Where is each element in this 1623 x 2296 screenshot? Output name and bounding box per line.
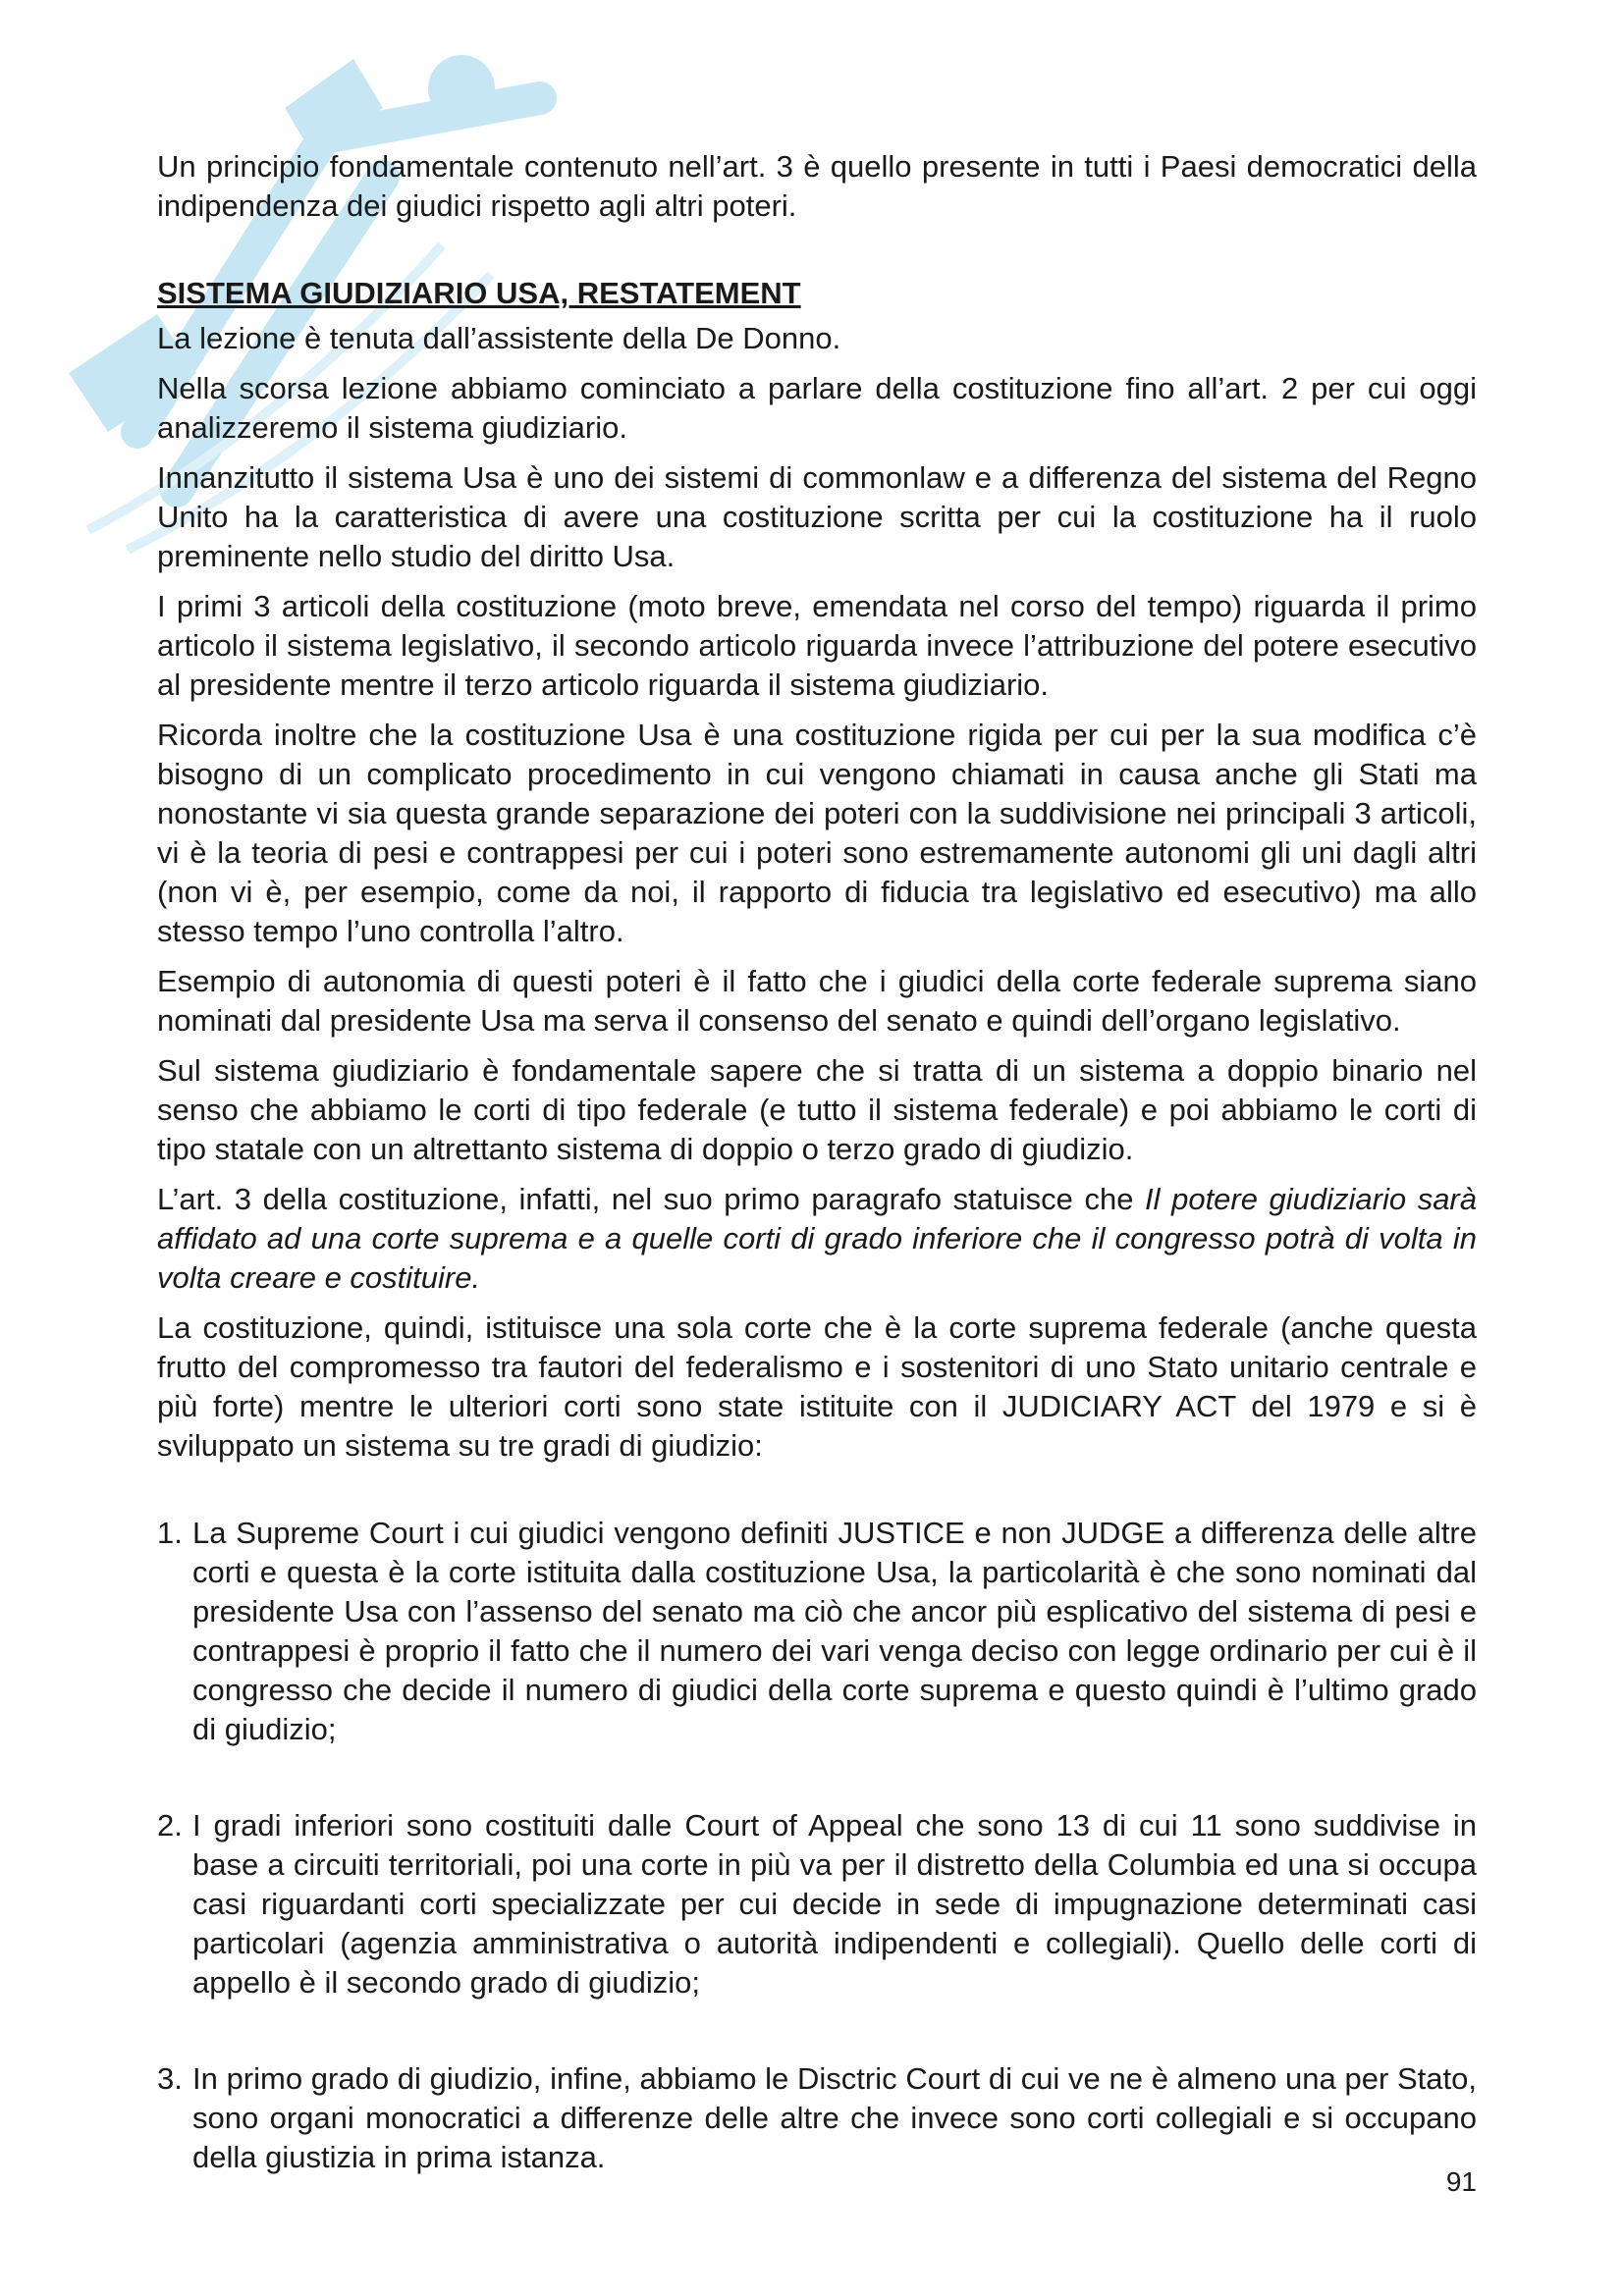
section-heading: SISTEMA GIUDIZIARIO USA, RESTATEMENT bbox=[157, 276, 801, 310]
body-paragraph: Nella scorsa lezione abbiamo cominciato a parlare della costituzione fino all’art. 2 per cui oggi analizzeremo il sistema giudiziario. bbox=[157, 371, 1477, 445]
page-number: 91 bbox=[1445, 2166, 1477, 2197]
list-item bbox=[157, 2059, 1477, 2177]
body-paragraph: La lezione è tenuta dall’assistente della De Donno. bbox=[157, 321, 841, 355]
body-paragraph: Sul sistema giudiziario è fondamentale sapere che si tratta di un sistema a doppio binario nel senso che abbiamo le corti di tipo federale (e tutto il sistema federale) e poi abbiamo le corti di tipo statale con un altrettanto sistema di doppio o terzo grado di giudizio. bbox=[157, 1053, 1477, 1166]
closing-paragraph: La costituzione, quindi, istituisce una sola corte che è la corte suprema federale (anche questa frutto del compromesso tra fautori del federalismo e i sostenitori di uno Stato unitario centrale e più forte) mentre le ulteriori corti sono state istituite con il JUDICIARY ACT del 1979 e si è sviluppato un sistema su tre gradi di giudizio: bbox=[157, 1310, 1477, 1463]
body-paragraph: I primi 3 articoli della costituzione (moto breve, emendata nel corso del tempo) riguarda il primo articolo il sistema legislativo, il secondo articolo riguarda invece l’attribuzione del potere esecutivo al presidente mentre il terzo articolo riguarda il sistema giudiziario. bbox=[157, 589, 1477, 702]
list-number: 2. bbox=[157, 1808, 183, 1842]
list-item bbox=[157, 1806, 1477, 2002]
body-paragraph: Ricorda inoltre che la costituzione Usa è una costituzione rigida per cui per la sua modifica c’è bisogno di un complicato procedimento in cui vengono chiamati in causa anche gli Stati ma nonostante vi sia questa grande separazione dei poteri con la suddivisione nei principali 3 articoli, vi è la teoria di pesi e contrappesi per cui i poteri sono estremamente autonomi gli uni dagli altri (non vi è, per esempio, come da noi, il rapporto di fiducia tra legislativo ed esecutivo) ma allo stesso tempo l’uno controlla l’altro. bbox=[157, 718, 1477, 948]
list-number: 3. bbox=[157, 2061, 183, 2096]
list-text: I gradi inferiori sono costituiti dalle Court of Appeal che sono 13 di cui 11 sono suddivise in base a circuiti territoriali, poi una corte in più va per il distretto della Columbia ed una si occupa casi riguardanti corti specializzate per cui decide in sede di impugnazione determinati casi particolari (agenzia amministrativa o autorità indipendenti e collegiali). Quello delle corti di appello è il secondo grado di giudizio; bbox=[192, 1808, 1477, 2000]
art3-quote: Il potere giudiziario sarà affidato ad una corte suprema e a quelle corti di grado inferiore che il congresso potrà di volta in volta creare e costituire. bbox=[157, 1182, 1477, 1295]
list-text: In primo grado di giudizio, infine, abbiamo le Disctric Court di cui ve ne è almeno una per Stato, sono organi monocratici a differenze delle altre che invece sono corti collegiali e si occupano della giustizia in prima istanza. bbox=[192, 2061, 1477, 2174]
list-item bbox=[157, 1514, 1477, 1749]
list-text: La Supreme Court i cui giudici vengono definiti JUSTICE e non JUDGE a differenza delle altre corti e questa è la corte istituita dalla costituzione Usa, la particolarità è che sono nominati dal presidente Usa con l’assenso del senato ma ciò che ancor più esplicativo del sistema di pesi e contrappesi è proprio il fatto che il numero dei vari venga deciso con legge ordinario per cui è il congresso che decide il numero di giudici della corte suprema e questo quindi è l’ultimo grado di giudizio; bbox=[192, 1516, 1477, 1746]
document-page bbox=[157, 147, 1477, 2234]
art3-paragraph bbox=[157, 1180, 1477, 1298]
body-paragraph: Esempio di autonomia di questi poteri è il fatto che i giudici della corte federale suprema siano nominati dal presidente Usa ma serva il consenso del senato e quindi dell’organo legislativo. bbox=[157, 964, 1477, 1038]
intro-paragraph: Un principio fondamentale contenuto nell’art. 3 è quello presente in tutti i Paesi democratici della indipendenza dei giudici rispetto agli altri poteri. bbox=[157, 149, 1477, 223]
list-number: 1. bbox=[157, 1516, 183, 1550]
body-paragraph: Innanzitutto il sistema Usa è uno dei sistemi di commonlaw e a differenza del sistema del Regno Unito ha la caratteristica di avere una costituzione scritta per cui la costituzione ha il ruolo preminente nello studio del diritto Usa. bbox=[157, 460, 1477, 573]
art3-text: L’art. 3 della costituzione, infatti, nel suo primo paragrafo statuisce che bbox=[157, 1182, 1146, 1216]
court-levels-list bbox=[157, 1514, 1477, 2177]
